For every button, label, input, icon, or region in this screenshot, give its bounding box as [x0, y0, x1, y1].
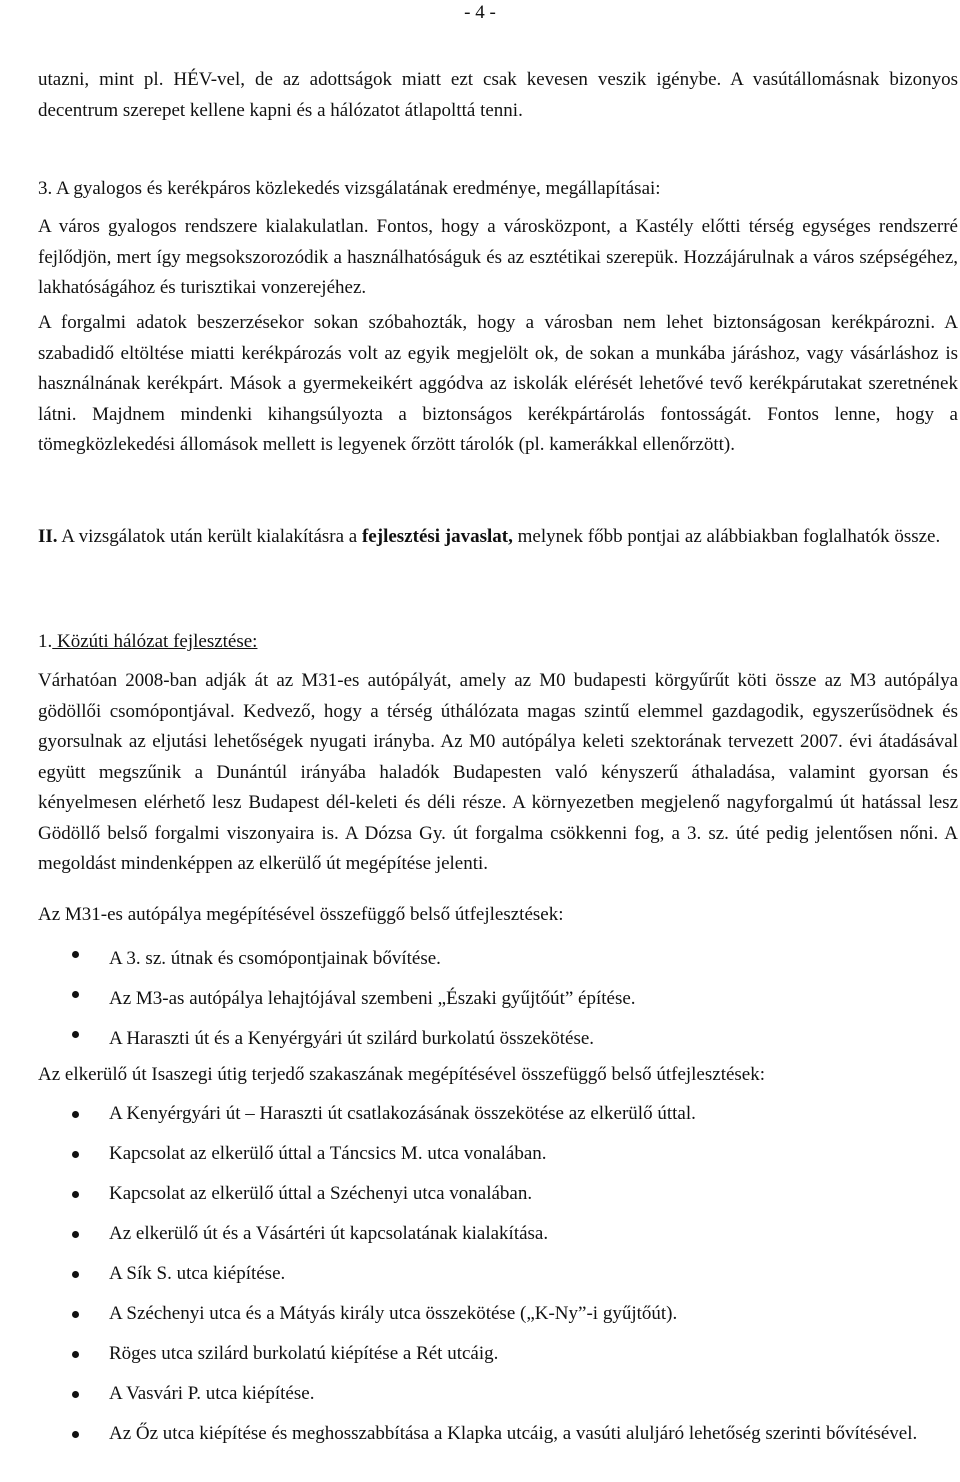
- list2: [38, 1099, 958, 1447]
- list-item: Az Őz utca kiépítése és meghosszabbítása a Klapka utcáig, a vasúti aluljáró lehetőség szerinti bővítésével.: [38, 1419, 958, 1447]
- intro-paragraph: utazni, mint pl. HÉV-vel, de az adottságok miatt ezt csak kevesen veszik igénybe. A vasútállomásnak bizonyos decentrum szerepet kellene kapni és a hálózatot átlapolttá tenni.: [38, 69, 958, 121]
- list-item: A Széchenyi utca és a Mátyás király utca összekötése („K-Ny”-i gyűjtőút).: [38, 1299, 958, 1330]
- list-item: A Vasvári P. utca kiépítése.: [38, 1379, 958, 1410]
- sub1-number: 1.: [38, 631, 53, 652]
- list-item: A Sík S. utca kiépítése.: [38, 1259, 958, 1290]
- list1-intro: Az M31-es autópálya megépítésével összefüggő belső útfejlesztések:: [38, 904, 564, 925]
- sub1-title: Közúti hálózat fejlesztése:: [52, 631, 258, 652]
- section3-heading: 3. A gyalogos és kerékpáros közlekedés vizsgálatának eredménye, megállapításai:: [38, 178, 661, 199]
- section3-paragraph-2: A forgalmi adatok beszerzésekor sokan szóbahozták, hogy a városban nem lehet biztonságosan kerékpározni. A szabadidő eltöltése miatti kerékpározás volt az egyik megjelölt ok, de sokan a munkába járáshoz, vagy vásárláshoz is használnának kerékpárt. Mások a gyermekeikért aggódva az iskolák elérését lehetővé tevő kerékpárutakat szeretnének látni. Majdnem mindenki kihangsúlyozta a biztonságos kerékpártárolás fontosságát. Fontos lenne, hogy a tömegközlekedési állomások mellett is legyenek őrzött tárolók (pl. kamerákkal ellenőrzött).: [38, 312, 958, 455]
- list2-intro: Az elkerülő út Isaszegi útig terjedő szakaszának megépítésével összefüggő belső útfejlesztések:: [38, 1064, 766, 1085]
- section2-bold-text: fejlesztési javaslat,: [361, 526, 513, 547]
- list-item: Az M3-as autópálya lehajtójával szembeni „Északi gyűjtőút” építése.: [38, 979, 958, 1019]
- section2-numeral: II.: [38, 526, 58, 547]
- section2-paragraph: [38, 522, 958, 553]
- list-item: Az elkerülő út és a Vásártéri út kapcsolatának kialakítása.: [38, 1219, 958, 1250]
- section2-text-before: A vizsgálatok után került kialakításra a: [57, 526, 362, 547]
- sub1-heading: [38, 627, 958, 658]
- page-number: - 4 -: [464, 2, 496, 23]
- list-item: Kapcsolat az elkerülő úttal a Táncsics M. utca vonalában.: [38, 1139, 958, 1170]
- list-item: A Kenyérgyári út – Haraszti út csatlakozásának összekötése az elkerülő úttal.: [38, 1099, 958, 1130]
- list1: [38, 939, 958, 1059]
- sub1-paragraph: Várhatóan 2008-ban adják át az M31-es autópályát, amely az M0 budapesti körgyűrűt köti össze az M3 autópálya gödöllői csomópontjával. Kedvező, hogy a térség úthálózata magas szintű elemmel gazdagodik, egyszerűsödnek és gyorsulnak az eljutási lehetőségek nyugati irányba. Az M0 autópálya keleti szektorának tervezett 2007. évi átadásával együtt megszűnik a Dunántúl irányába haladók Budapesten való kényszerű áthaladása, valamint gyorsan és kényelmesen elérhető lesz Budapest dél-keleti és déli része. A környezetben megjelenő nagyforgalmú út hatással lesz Gödöllő belső forgalmi viszonyaira is. A Dózsa Gy. út forgalma csökkenni fog, a 3. sz. úté pedig jelentősen nőni. A megoldást mindenképpen az elkerülő út megépítése jelenti.: [38, 670, 958, 874]
- list-item: Röges utca szilárd burkolatú kiépítése a Rét utcáig.: [38, 1339, 958, 1370]
- section2-text-after: melynek főbb pontjai az alábbiakban foglalhatók össze.: [512, 526, 941, 547]
- list-item: Kapcsolat az elkerülő úttal a Széchenyi utca vonalában.: [38, 1179, 958, 1210]
- list-item: A 3. sz. útnak és csomópontjainak bővítése.: [38, 939, 958, 979]
- list-item: A Haraszti út és a Kenyérgyári út szilárd burkolatú összekötése.: [38, 1019, 958, 1059]
- section3-paragraph-1: A város gyalogos rendszere kialakulatlan. Fontos, hogy a városközpont, a Kastély előtti térség egységes rendszerré fejlődjön, mert így megsokszorozódik a használhatóságuk és az esztétikai szerepük. Hozzájárulnak a város szépségéhez, lakhatóságához és turisztikai vonzerejéhez.: [38, 216, 958, 298]
